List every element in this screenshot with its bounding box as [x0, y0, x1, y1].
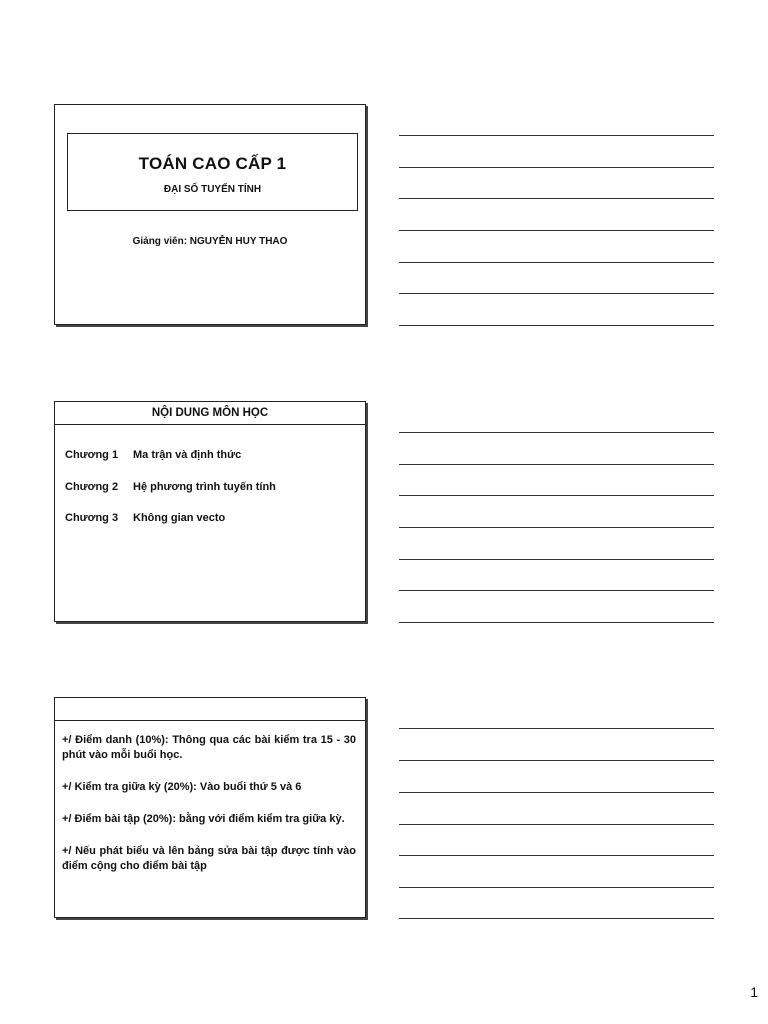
- course-subtitle: ĐẠI SỐ TUYẾN TÍNH: [163, 184, 262, 195]
- note-line: [399, 495, 714, 496]
- note-line: [399, 824, 714, 825]
- slide-header: [55, 698, 365, 721]
- note-line: [399, 855, 714, 856]
- grading-item: +/ Điểm bài tập (20%): bằng với điểm kiểm tra giữa kỳ.: [62, 813, 345, 825]
- chapter-item: [65, 449, 241, 461]
- note-line: [399, 198, 714, 199]
- note-line: [399, 293, 714, 294]
- note-line: [399, 887, 714, 888]
- chapter-item: [65, 481, 276, 493]
- slide-3: [54, 697, 366, 918]
- chapter-number: Chương 3: [65, 512, 119, 524]
- chapter-item: [65, 512, 225, 524]
- grading-item: +/ Kiểm tra giữa kỳ (20%): Vào buổi thứ 5 và 6: [62, 781, 302, 793]
- grading-list: [62, 733, 356, 891]
- note-line: [399, 527, 714, 528]
- chapter-name: Ma trận và định thức: [133, 449, 242, 461]
- chapter-number: Chương 2: [65, 481, 119, 493]
- note-line: [399, 262, 714, 263]
- grading-item: +/ Điểm danh (10%): Thông qua các bài kiểm tra 15 - 30 phút vào mỗi buổi học.: [62, 734, 356, 761]
- note-line: [399, 918, 714, 919]
- note-line: [399, 590, 714, 591]
- note-line: [399, 325, 714, 326]
- slide-1: [54, 104, 366, 325]
- grading-item: +/ Nếu phát biểu và lên bảng sửa bài tập được tính vào điểm cộng cho điểm bài tập: [62, 845, 356, 872]
- note-line: [399, 432, 714, 433]
- note-line: [399, 135, 714, 136]
- note-line: [399, 464, 714, 465]
- note-line: [399, 230, 714, 231]
- page-number: 1: [750, 984, 758, 1000]
- note-line: [399, 760, 714, 761]
- note-line: [399, 728, 714, 729]
- note-line: [399, 167, 714, 168]
- slide-header: NỘI DUNG MÔN HỌC: [55, 402, 365, 425]
- lecturer-name: Giảng viên: NGUYỄN HUY THAO: [132, 236, 288, 247]
- slide-2: [54, 401, 366, 622]
- note-line: [399, 622, 714, 623]
- note-line: [399, 559, 714, 560]
- title-box: [67, 133, 358, 211]
- chapter-number: Chương 1: [65, 449, 119, 461]
- note-line: [399, 792, 714, 793]
- chapter-name: Hệ phương trình tuyến tính: [133, 481, 276, 493]
- course-title: TOÁN CAO CẤP 1: [138, 154, 287, 173]
- chapter-name: Không gian vecto: [133, 512, 226, 524]
